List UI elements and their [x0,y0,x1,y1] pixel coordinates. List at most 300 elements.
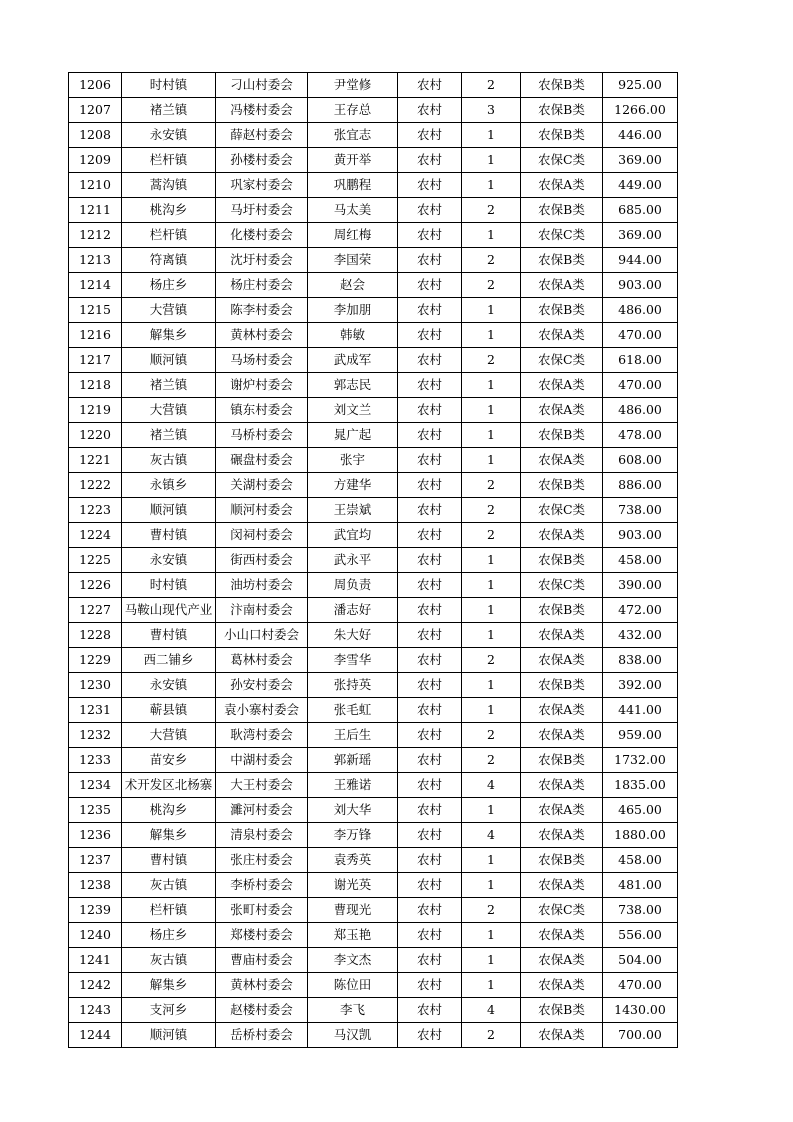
area-type-cell: 农村 [398,348,462,373]
name-cell: 王雅诺 [308,773,398,798]
area-type-cell: 农村 [398,773,462,798]
area-type-cell: 农村 [398,948,462,973]
table-row [69,598,678,623]
town-cell: 蕲县镇 [122,698,216,723]
village-committee-cell: 薛赵村委会 [216,123,308,148]
household-count-cell: 1 [462,373,521,398]
household-count-cell: 1 [462,623,521,648]
village-committee-cell: 孙安村委会 [216,673,308,698]
table-row [69,323,678,348]
household-count-cell: 1 [462,923,521,948]
table-row [69,98,678,123]
amount-cell: 458.00 [603,848,678,873]
row-number: 1219 [69,398,122,423]
table-row [69,1023,678,1048]
name-cell: 赵会 [308,273,398,298]
row-number: 1213 [69,248,122,273]
household-count-cell: 1 [462,173,521,198]
town-cell: 大营镇 [122,398,216,423]
area-type-cell: 农村 [398,248,462,273]
amount-cell: 486.00 [603,398,678,423]
row-number: 1236 [69,823,122,848]
amount-cell: 903.00 [603,523,678,548]
name-cell: 李雪华 [308,648,398,673]
household-count-cell: 1 [462,948,521,973]
row-number: 1227 [69,598,122,623]
name-cell: 周负责 [308,573,398,598]
household-count-cell: 2 [462,273,521,298]
table-row [69,573,678,598]
insurance-type-cell: 农保A类 [521,648,603,673]
insurance-type-cell: 农保A类 [521,448,603,473]
row-number: 1224 [69,523,122,548]
area-type-cell: 农村 [398,173,462,198]
area-type-cell: 农村 [398,623,462,648]
village-committee-cell: 岳桥村委会 [216,1023,308,1048]
town-cell: 灰古镇 [122,948,216,973]
row-number: 1232 [69,723,122,748]
table-row [69,523,678,548]
village-committee-cell: 清泉村委会 [216,823,308,848]
insurance-type-cell: 农保A类 [521,398,603,423]
area-type-cell: 农村 [398,123,462,148]
table-body [69,73,678,1048]
insurance-type-cell: 农保C类 [521,498,603,523]
town-cell: 灰古镇 [122,873,216,898]
row-number: 1207 [69,98,122,123]
name-cell: 谢光英 [308,873,398,898]
village-committee-cell: 化楼村委会 [216,223,308,248]
insurance-type-cell: 农保C类 [521,348,603,373]
name-cell: 王后生 [308,723,398,748]
amount-cell: 446.00 [603,123,678,148]
row-number: 1220 [69,423,122,448]
village-committee-cell: 中湖村委会 [216,748,308,773]
insurance-type-cell: 农保B类 [521,98,603,123]
household-count-cell: 1 [462,573,521,598]
town-cell: 马鞍山现代产业 [122,598,216,623]
village-committee-cell: 关湖村委会 [216,473,308,498]
town-cell: 栏杆镇 [122,898,216,923]
area-type-cell: 农村 [398,598,462,623]
table-row [69,473,678,498]
row-number: 1235 [69,798,122,823]
row-number: 1212 [69,223,122,248]
row-number: 1223 [69,498,122,523]
row-number: 1211 [69,198,122,223]
amount-cell: 1732.00 [603,748,678,773]
area-type-cell: 农村 [398,323,462,348]
table-row [69,498,678,523]
village-committee-cell: 碾盘村委会 [216,448,308,473]
area-type-cell: 农村 [398,723,462,748]
table-row [69,373,678,398]
town-cell: 顺河镇 [122,1023,216,1048]
row-number: 1214 [69,273,122,298]
household-count-cell: 2 [462,723,521,748]
name-cell: 张持英 [308,673,398,698]
table-row [69,848,678,873]
town-cell: 解集乡 [122,973,216,998]
household-count-cell: 2 [462,473,521,498]
area-type-cell: 农村 [398,648,462,673]
area-type-cell: 农村 [398,873,462,898]
name-cell: 李飞 [308,998,398,1023]
town-cell: 栏杆镇 [122,148,216,173]
name-cell: 张毛虹 [308,698,398,723]
table-row [69,173,678,198]
household-count-cell: 1 [462,798,521,823]
amount-cell: 441.00 [603,698,678,723]
name-cell: 武宜均 [308,523,398,548]
town-cell: 永安镇 [122,123,216,148]
insurance-type-cell: 农保A类 [521,1023,603,1048]
row-number: 1231 [69,698,122,723]
insurance-type-cell: 农保A类 [521,623,603,648]
table-row [69,923,678,948]
insurance-type-cell: 农保B类 [521,598,603,623]
town-cell: 褚兰镇 [122,423,216,448]
row-number: 1239 [69,898,122,923]
name-cell: 郑玉艳 [308,923,398,948]
amount-cell: 838.00 [603,648,678,673]
insurance-type-cell: 农保B类 [521,998,603,1023]
name-cell: 马汉凯 [308,1023,398,1048]
amount-cell: 944.00 [603,248,678,273]
table-row [69,998,678,1023]
insurance-type-cell: 农保B类 [521,123,603,148]
insurance-type-cell: 农保C类 [521,573,603,598]
name-cell: 黄开举 [308,148,398,173]
row-number: 1218 [69,373,122,398]
household-count-cell: 3 [462,98,521,123]
household-count-cell: 4 [462,773,521,798]
row-number: 1240 [69,923,122,948]
row-number: 1215 [69,298,122,323]
table-row [69,723,678,748]
household-count-cell: 1 [462,423,521,448]
insurance-type-cell: 农保A类 [521,698,603,723]
town-cell: 蒿沟镇 [122,173,216,198]
household-count-cell: 2 [462,748,521,773]
table-row [69,698,678,723]
name-cell: 方建华 [308,473,398,498]
town-cell: 桃沟乡 [122,198,216,223]
row-number: 1234 [69,773,122,798]
town-cell: 术开发区北杨寨 [122,773,216,798]
amount-cell: 618.00 [603,348,678,373]
village-committee-cell: 闵祠村委会 [216,523,308,548]
area-type-cell: 农村 [398,548,462,573]
amount-cell: 925.00 [603,73,678,98]
table-row [69,248,678,273]
insurance-type-cell: 农保B类 [521,548,603,573]
name-cell: 郭志民 [308,373,398,398]
village-committee-cell: 郑楼村委会 [216,923,308,948]
household-count-cell: 1 [462,398,521,423]
name-cell: 武成军 [308,348,398,373]
amount-cell: 390.00 [603,573,678,598]
insurance-type-cell: 农保B类 [521,748,603,773]
row-number: 1209 [69,148,122,173]
area-type-cell: 农村 [398,848,462,873]
amount-cell: 478.00 [603,423,678,448]
row-number: 1225 [69,548,122,573]
village-committee-cell: 葛林村委会 [216,648,308,673]
table-row [69,148,678,173]
table-row [69,398,678,423]
name-cell: 曹现光 [308,898,398,923]
table-row [69,973,678,998]
insurance-type-cell: 农保C类 [521,898,603,923]
area-type-cell: 农村 [398,898,462,923]
town-cell: 栏杆镇 [122,223,216,248]
row-number: 1241 [69,948,122,973]
insurance-type-cell: 农保A类 [521,273,603,298]
name-cell: 张宜志 [308,123,398,148]
village-committee-cell: 张庄村委会 [216,848,308,873]
household-count-cell: 1 [462,548,521,573]
name-cell: 李万锋 [308,823,398,848]
row-number: 1237 [69,848,122,873]
household-count-cell: 1 [462,598,521,623]
amount-cell: 556.00 [603,923,678,948]
table-row [69,423,678,448]
household-count-cell: 2 [462,523,521,548]
village-committee-cell: 袁小寨村委会 [216,698,308,723]
row-number: 1210 [69,173,122,198]
insurance-type-cell: 农保A类 [521,523,603,548]
amount-cell: 685.00 [603,198,678,223]
table-row [69,773,678,798]
name-cell: 尹堂修 [308,73,398,98]
town-cell: 西二铺乡 [122,648,216,673]
name-cell: 李文杰 [308,948,398,973]
area-type-cell: 农村 [398,273,462,298]
insurance-type-cell: 农保A类 [521,323,603,348]
table-row [69,823,678,848]
name-cell: 武永平 [308,548,398,573]
town-cell: 支河乡 [122,998,216,1023]
town-cell: 杨庄乡 [122,923,216,948]
area-type-cell: 农村 [398,998,462,1023]
town-cell: 曹村镇 [122,623,216,648]
area-type-cell: 农村 [398,223,462,248]
village-committee-cell: 马圩村委会 [216,198,308,223]
insurance-type-cell: 农保A类 [521,923,603,948]
town-cell: 解集乡 [122,323,216,348]
table-row [69,873,678,898]
town-cell: 桃沟乡 [122,798,216,823]
amount-cell: 903.00 [603,273,678,298]
area-type-cell: 农村 [398,673,462,698]
village-committee-cell: 油坊村委会 [216,573,308,598]
insurance-type-cell: 农保B类 [521,298,603,323]
name-cell: 王存总 [308,98,398,123]
area-type-cell: 农村 [398,573,462,598]
household-count-cell: 1 [462,973,521,998]
area-type-cell: 农村 [398,298,462,323]
area-type-cell: 农村 [398,423,462,448]
amount-cell: 465.00 [603,798,678,823]
area-type-cell: 农村 [398,473,462,498]
area-type-cell: 农村 [398,73,462,98]
amount-cell: 700.00 [603,1023,678,1048]
amount-cell: 886.00 [603,473,678,498]
table-row [69,673,678,698]
household-count-cell: 2 [462,898,521,923]
area-type-cell: 农村 [398,923,462,948]
town-cell: 曹村镇 [122,523,216,548]
area-type-cell: 农村 [398,798,462,823]
area-type-cell: 农村 [398,973,462,998]
amount-cell: 470.00 [603,973,678,998]
table-row [69,548,678,573]
town-cell: 苗安乡 [122,748,216,773]
town-cell: 顺河镇 [122,348,216,373]
name-cell: 陈位田 [308,973,398,998]
area-type-cell: 农村 [398,148,462,173]
row-number: 1206 [69,73,122,98]
insurance-type-cell: 农保B类 [521,423,603,448]
insurance-type-cell: 农保A类 [521,948,603,973]
village-committee-cell: 耿湾村委会 [216,723,308,748]
town-cell: 顺河镇 [122,498,216,523]
amount-cell: 738.00 [603,898,678,923]
row-number: 1233 [69,748,122,773]
name-cell: 周红梅 [308,223,398,248]
area-type-cell: 农村 [398,498,462,523]
amount-cell: 1835.00 [603,773,678,798]
village-committee-cell: 杨庄村委会 [216,273,308,298]
row-number: 1228 [69,623,122,648]
amount-cell: 470.00 [603,323,678,348]
amount-cell: 369.00 [603,148,678,173]
table-row [69,748,678,773]
town-cell: 褚兰镇 [122,98,216,123]
row-number: 1243 [69,998,122,1023]
amount-cell: 1880.00 [603,823,678,848]
amount-cell: 449.00 [603,173,678,198]
insurance-type-cell: 农保A类 [521,173,603,198]
row-number: 1221 [69,448,122,473]
name-cell: 刘文兰 [308,398,398,423]
village-committee-cell: 黄林村委会 [216,323,308,348]
town-cell: 时村镇 [122,573,216,598]
village-committee-cell: 濉河村委会 [216,798,308,823]
amount-cell: 504.00 [603,948,678,973]
village-committee-cell: 马场村委会 [216,348,308,373]
town-cell: 符离镇 [122,248,216,273]
area-type-cell: 农村 [398,398,462,423]
insurance-type-cell: 农保A类 [521,723,603,748]
household-count-cell: 1 [462,698,521,723]
household-count-cell: 1 [462,123,521,148]
name-cell: 巩鹏程 [308,173,398,198]
village-committee-cell: 张町村委会 [216,898,308,923]
area-type-cell: 农村 [398,698,462,723]
household-count-cell: 2 [462,248,521,273]
row-number: 1229 [69,648,122,673]
town-cell: 灰古镇 [122,448,216,473]
household-count-cell: 1 [462,873,521,898]
amount-cell: 738.00 [603,498,678,523]
household-count-cell: 2 [462,73,521,98]
insurance-type-cell: 农保B类 [521,248,603,273]
amount-cell: 959.00 [603,723,678,748]
insurance-type-cell: 农保C类 [521,148,603,173]
area-type-cell: 农村 [398,198,462,223]
name-cell: 郭新瑶 [308,748,398,773]
area-type-cell: 农村 [398,373,462,398]
household-count-cell: 1 [462,673,521,698]
amount-cell: 1266.00 [603,98,678,123]
table-row [69,798,678,823]
name-cell: 王崇斌 [308,498,398,523]
name-cell: 马太美 [308,198,398,223]
town-cell: 永安镇 [122,548,216,573]
village-committee-cell: 刁山村委会 [216,73,308,98]
village-committee-cell: 冯楼村委会 [216,98,308,123]
household-count-cell: 1 [462,323,521,348]
name-cell: 李加朋 [308,298,398,323]
area-type-cell: 农村 [398,823,462,848]
household-count-cell: 1 [462,298,521,323]
household-count-cell: 2 [462,648,521,673]
insurance-type-cell: 农保B类 [521,673,603,698]
town-cell: 大营镇 [122,723,216,748]
area-type-cell: 农村 [398,1023,462,1048]
name-cell: 潘志好 [308,598,398,623]
village-committee-cell: 汴南村委会 [216,598,308,623]
name-cell: 刘大华 [308,798,398,823]
village-committee-cell: 马桥村委会 [216,423,308,448]
table-row [69,448,678,473]
area-type-cell: 农村 [398,448,462,473]
row-number: 1238 [69,873,122,898]
area-type-cell: 农村 [398,748,462,773]
insurance-type-cell: 农保C类 [521,223,603,248]
row-number: 1226 [69,573,122,598]
household-count-cell: 2 [462,348,521,373]
table-row [69,348,678,373]
name-cell: 韩敏 [308,323,398,348]
village-committee-cell: 巩家村委会 [216,173,308,198]
insurance-type-cell: 农保A类 [521,823,603,848]
household-count-cell: 4 [462,823,521,848]
table-row [69,298,678,323]
town-cell: 时村镇 [122,73,216,98]
name-cell: 李国荣 [308,248,398,273]
insurance-type-cell: 农保B类 [521,473,603,498]
household-count-cell: 1 [462,848,521,873]
row-number: 1242 [69,973,122,998]
table-row [69,898,678,923]
household-count-cell: 1 [462,448,521,473]
village-committee-cell: 镇东村委会 [216,398,308,423]
village-committee-cell: 陈李村委会 [216,298,308,323]
table-row [69,648,678,673]
table-row [69,223,678,248]
town-cell: 永安镇 [122,673,216,698]
row-number: 1217 [69,348,122,373]
village-committee-cell: 大王村委会 [216,773,308,798]
insurance-type-cell: 农保A类 [521,873,603,898]
beneficiary-table [68,72,678,1048]
household-count-cell: 4 [462,998,521,1023]
town-cell: 大营镇 [122,298,216,323]
village-committee-cell: 顺河村委会 [216,498,308,523]
